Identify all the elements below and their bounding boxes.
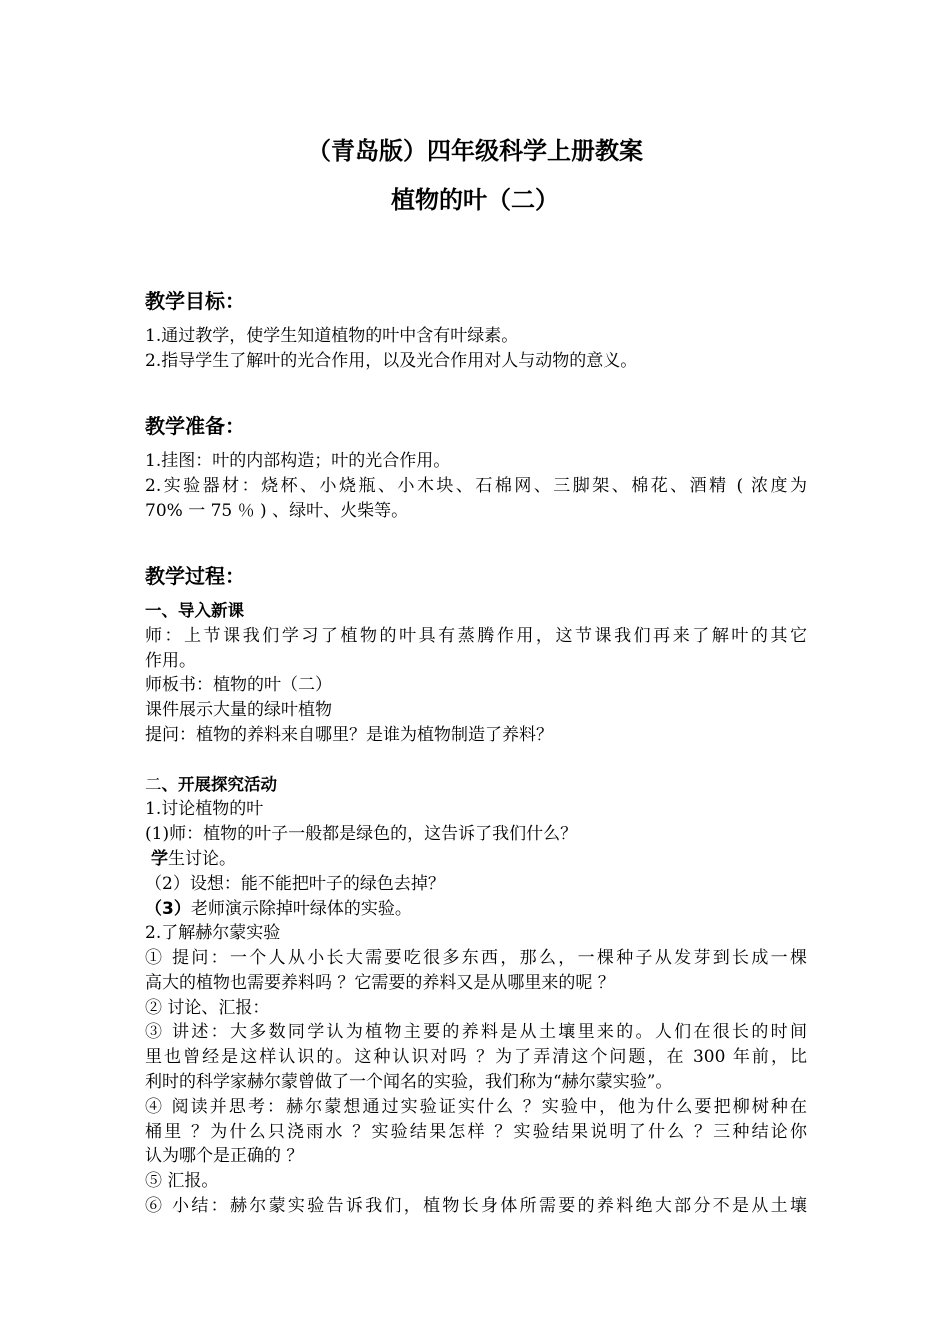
- text-run: 老师演示除掉叶绿体的实验。: [190, 899, 412, 919]
- paragraph-line: ③ 讲述：大多数同学认为植物主要的养料是从土壤里来的。人们在很长的时间: [145, 1022, 807, 1042]
- paragraph-line: 作用。: [145, 651, 196, 671]
- paragraph-line: ④ 阅读并思考：赫尔蒙想通过实验证实什么 ？实验中，他为什么要把柳树种在: [145, 1097, 807, 1117]
- paragraph-line: 提问：植物的养料来自哪里？是谁为植物制造了养料？: [145, 725, 553, 745]
- process-heading: 教学过程：: [145, 564, 245, 588]
- preparation-item: 1.挂图：叶的内部构造；叶的光合作用。: [145, 451, 451, 471]
- paragraph-line: ⑥ 小结：赫尔蒙实验告诉我们，植物长身体所需要的养料绝大部分不是从土壤: [145, 1196, 807, 1216]
- text-run: 生讨论。: [168, 849, 236, 869]
- paragraph-line: [145, 897, 412, 921]
- paragraph-line: 高大的植物也需要养料吗 ？它需要的养料又是从哪里来的呢 ？: [145, 973, 615, 993]
- objectives-heading: 教学目标：: [145, 289, 245, 313]
- section-title-text: 、开展探究活动: [161, 775, 277, 794]
- objective-item: 1.通过教学，使学生知道植物的叶中含有叶绿素。: [145, 326, 519, 346]
- paragraph-line: ② 讨论、汇报：: [145, 998, 270, 1018]
- paragraph-line: 里也曾经是这样认识的。这种认识对吗 ？为了弄清这个问题，在 300 年前，比: [145, 1047, 807, 1067]
- paragraph-line: 课件展示大量的绿叶植物: [145, 700, 332, 720]
- paragraph-line: [151, 847, 236, 871]
- lesson-title: 植物的叶（二）: [391, 186, 559, 214]
- preparation-heading: 教学准备：: [145, 414, 245, 438]
- paragraph-line: 师：上节课我们学习了植物的叶具有蒸腾作用，这节课我们再来了解叶的其它: [145, 626, 807, 646]
- section-title: [145, 773, 277, 797]
- paragraph-line: 利时的科学家赫尔蒙曾做了一个闻名的实验，我们称为“赫尔蒙实验”。: [145, 1072, 673, 1092]
- paragraph-line: 桶里 ？为什么只浇雨水 ？实验结果怎样 ？实验结果说明了什么 ？三种结论你: [145, 1122, 807, 1142]
- paragraph-line: （2）设想：能不能把叶子的绿色去掉？: [145, 874, 445, 894]
- paragraph-line: 认为哪个是正确的 ？: [145, 1146, 304, 1166]
- part-title: 2.了解赫尔蒙实验: [145, 923, 281, 943]
- paragraph-line: (1)师：植物的叶子一般都是绿色的，这告诉了我们什么？: [145, 824, 578, 844]
- document-title: （青岛版）四年级科学上册教案: [307, 137, 643, 165]
- preparation-item: 2.实验器材：烧杯、小烧瓶、小木块、石棉网、三脚架、棉花、酒精 ( 浓度为: [145, 476, 807, 496]
- preparation-item: 70% 一 75 ％ ) 、绿叶、火柴等。: [145, 501, 409, 521]
- section-number: 二: [145, 775, 162, 794]
- bold-run: （3）: [145, 899, 191, 919]
- paragraph-line: ⑤ 汇报。: [145, 1171, 219, 1191]
- part-title: 1.讨论植物的叶: [145, 799, 264, 819]
- paragraph-line: ① 提问：一个人从小长大需要吃很多东西，那么，一棵种子从发芽到长成一棵: [145, 948, 807, 968]
- paragraph-line: 师板书：植物的叶（二）: [145, 675, 332, 695]
- bold-char: 学: [151, 849, 168, 869]
- objective-item: 2.指导学生了解叶的光合作用，以及光合作用对人与动物的意义。: [145, 351, 638, 371]
- section-title: 一、导入新课: [145, 601, 244, 620]
